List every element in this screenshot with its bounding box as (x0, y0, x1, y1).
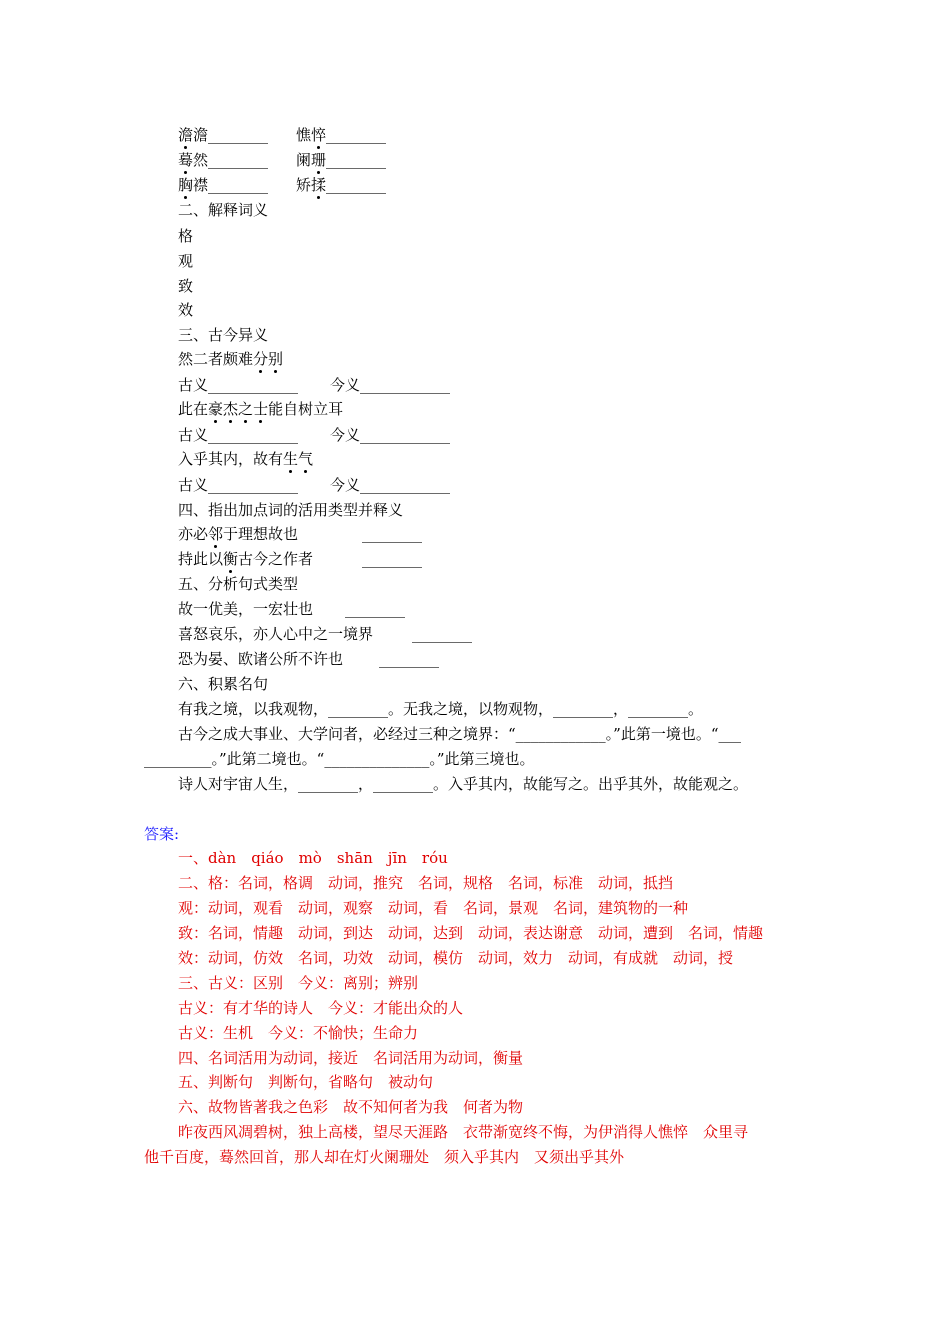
dotted-char: 之 (238, 400, 254, 418)
answer-line: 致：名词，情趣 动词，到达 动词，达到 动词，表达谢意 动词，遭到 名词，情趣 (178, 924, 764, 942)
blank: ________ (326, 151, 387, 169)
section6-line: _________。”此第二境也。“______________。”此第三境也。 (144, 750, 535, 768)
pron-row-1 (178, 125, 268, 145)
dotted-char: 澹 (178, 126, 194, 144)
pron-row-1-right (296, 125, 386, 145)
pron-row-3-right (296, 175, 386, 195)
blank: ________ (208, 176, 269, 194)
section5-sentence: 喜怒哀乐，亦人心中之一境界 (178, 625, 374, 643)
jin-blank: 今义____________ (330, 426, 451, 444)
pron-row-2 (178, 150, 268, 170)
blank: ________ (326, 176, 387, 194)
section4-sentence (178, 549, 313, 569)
answer-line: 五、判断句 判断句，省略句 被动句 (178, 1073, 434, 1091)
answer-line: 四、名词活用为动词，接近 名词活用为动词，衡量 (178, 1049, 524, 1067)
dotted-char: 豪 (208, 400, 224, 418)
dotted-phrase (208, 400, 268, 418)
gu-blank: 古义____________ (178, 426, 299, 444)
section6-line: 有我之境，以我观物，________。无我之境，以物观物，________，________。 (178, 700, 704, 718)
section3-sentence (178, 399, 343, 419)
answer-line: 二、格：名词，格调 动词，推究 名词，规格 名词，标准 动词，抵挡 (178, 874, 674, 892)
answer-line: 他千百度，蓦然回首，那人却在灯火阑珊处 须入乎其内 又须出乎其外 (144, 1148, 625, 1166)
answer-line: 一、dàn qiáo mò shān jīn róu (178, 849, 448, 867)
char: 澹 (193, 126, 209, 144)
section6-line: 古今之成大事业、大学问者，必经过三种之境界：“____________。”此第一境也。“___ (178, 725, 742, 743)
section6-title: 六、积累名句 (178, 675, 269, 693)
section2-title: 二、解释词义 (178, 201, 269, 219)
section2-word: 观 (178, 252, 194, 270)
gu-blank: 古义____________ (178, 376, 299, 394)
dotted-char: 蓦 (178, 151, 194, 169)
dotted-char: 悴 (311, 126, 327, 144)
char: 矫 (296, 176, 312, 194)
dotted-char: 生 (283, 450, 299, 468)
dotted-char: 邻 (208, 525, 224, 543)
answer-line: 三、古义：区别 今义：离别；辨别 (178, 974, 419, 992)
text: 于理想故也 (223, 525, 299, 543)
dotted-phrase (253, 350, 283, 368)
jin-blank: 今义____________ (330, 476, 451, 494)
answer-line: 观：动词，观看 动词，观察 动词，看 名词，景观 名词，建筑物的一种 (178, 899, 689, 917)
answer-line: 六、故物皆著我之色彩 故不知何者为我 何者为物 (178, 1098, 524, 1116)
section3-sentence (178, 449, 313, 469)
text: 然二者颇难 (178, 350, 254, 368)
section2-word: 格 (178, 227, 194, 245)
answer-blank: ________ (379, 650, 439, 668)
answer-line: 古义：生机 今义：不愉快；生命力 (178, 1024, 419, 1042)
dotted-char: 气 (298, 450, 314, 468)
char: 憔 (296, 126, 312, 144)
dotted-char: 衡 (223, 550, 239, 568)
text: 入乎其内，故有 (178, 450, 284, 468)
answers-label: 答案: (144, 825, 180, 843)
answer-blank: ________ (345, 600, 405, 618)
section3-title: 三、古今异义 (178, 326, 269, 344)
pron-row-2-right (296, 150, 386, 170)
dotted-char: 杰 (223, 400, 239, 418)
dotted-char: 别 (268, 350, 284, 368)
text: 持此以 (178, 550, 224, 568)
answer-blank: ________ (362, 550, 422, 568)
section5-title: 五、分析句式类型 (178, 575, 299, 593)
text: 此在 (178, 400, 209, 418)
char: 襟 (193, 176, 209, 194)
text: 能自树立耳 (268, 400, 344, 418)
jin-blank: 今义____________ (330, 376, 451, 394)
blank: ________ (208, 126, 269, 144)
section3-sentence (178, 349, 283, 369)
answer-line: 古义：有才华的诗人 今义：才能出众的人 (178, 999, 464, 1017)
answer-line: 昨夜西风凋碧树，独上高楼，望尽天涯路 衣带渐宽终不悔，为伊消得人憔悴 众里寻 (178, 1123, 749, 1141)
section4-sentence (178, 524, 298, 544)
section2-word: 效 (178, 301, 194, 319)
section2-word: 致 (178, 277, 194, 295)
dotted-char: 珊 (311, 151, 327, 169)
dotted-char: 分 (253, 350, 269, 368)
dotted-char: 胸 (178, 176, 194, 194)
char: 然 (193, 151, 209, 169)
blank: ________ (326, 126, 387, 144)
text: 古今之作者 (238, 550, 314, 568)
section4-title: 四、指出加点词的活用类型并释义 (178, 501, 404, 519)
section5-sentence: 恐为晏、欧诸公所不许也 (178, 650, 344, 668)
char: 阑 (296, 151, 312, 169)
dotted-char: 士 (253, 400, 269, 418)
section6-line: 诗人对宇宙人生，________，________。入乎其内，故能写之。出乎其外，故能观之。 (178, 775, 749, 793)
dotted-phrase (283, 450, 313, 468)
answer-blank: ________ (362, 525, 422, 543)
dotted-char: 揉 (311, 176, 327, 194)
text: 亦必 (178, 525, 209, 543)
answer-line: 效：动词，仿效 名词，功效 动词，模仿 动词，效力 动词，有成就 动词，授 (178, 949, 734, 967)
section5-sentence: 故一优美，一宏壮也 (178, 600, 314, 618)
pron-row-3 (178, 175, 268, 195)
gu-blank: 古义____________ (178, 476, 299, 494)
blank: ________ (208, 151, 269, 169)
answer-blank: ________ (412, 625, 472, 643)
